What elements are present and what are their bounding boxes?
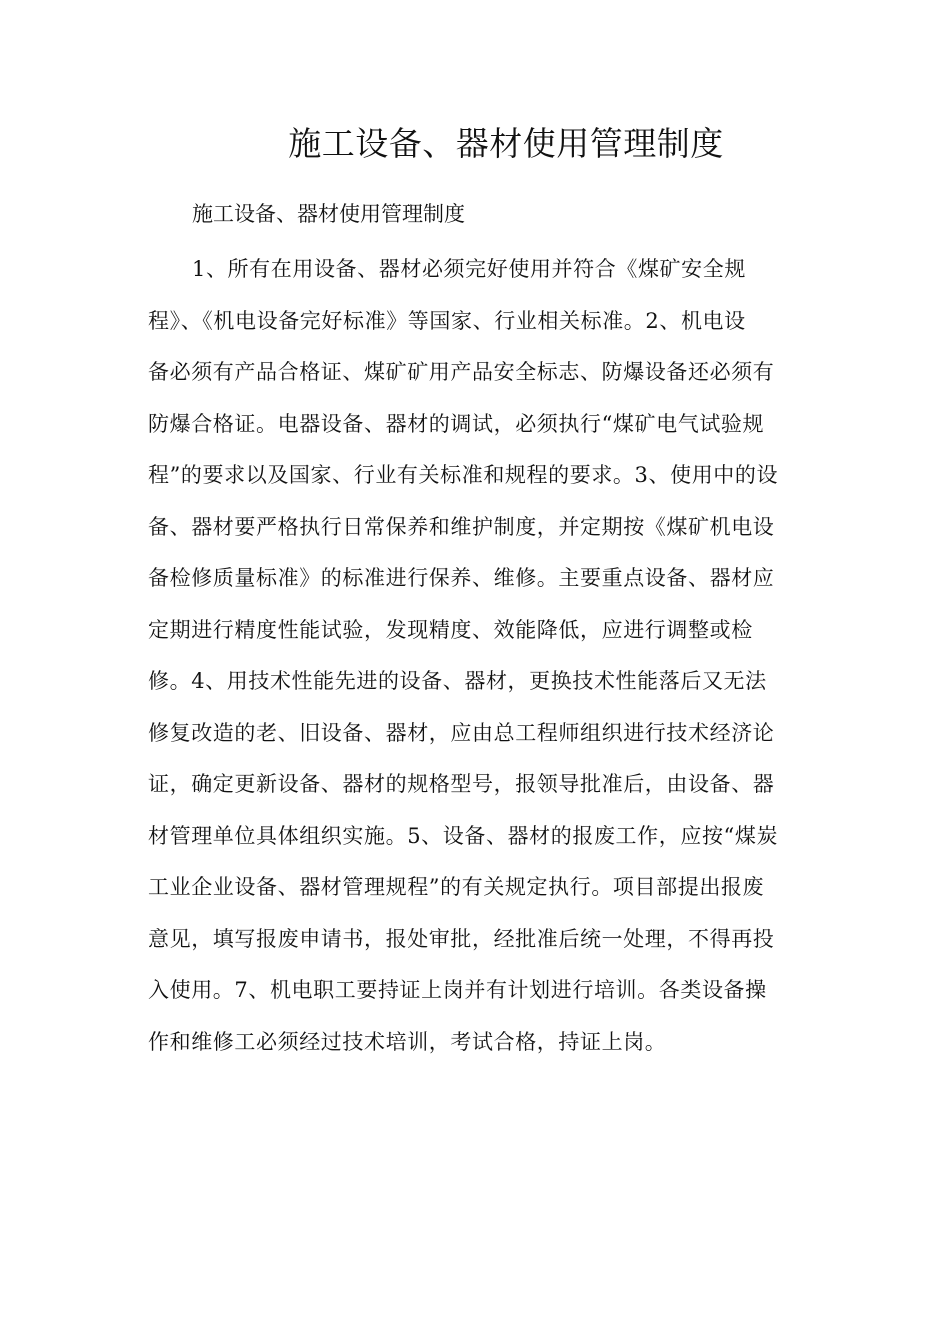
body-line: 材管理单位具体组织实施。5、设备、器材的报废工作，应按“煤炭	[148, 823, 779, 848]
body-line: 意见，填写报废申请书，报处审批，经批准后统一处理，不得再投	[148, 926, 775, 951]
body-line: 程》、《机电设备完好标准》等国家、行业相关标准。2、机电设	[148, 308, 746, 333]
body-line: 防爆合格证。电器设备、器材的调试，必须执行“煤矿电气试验规	[148, 411, 765, 436]
body-line: 备必须有产品合格证、煤矿矿用产品安全标志、防爆设备还必须有	[148, 360, 775, 384]
document-body	[148, 248, 808, 1072]
body-line: 1、所有在用设备、器材必须完好使用并符合《煤矿安全规	[192, 257, 746, 281]
body-line: 证，确定更新设备、器材的规格型号，报领导批准后，由设备、器	[148, 772, 775, 796]
body-line: 程”的要求以及国家、行业有关标准和规程的要求。3、使用中的设	[148, 463, 779, 487]
body-line: 备检修质量标准》的标准进行保养、维修。主要重点设备、器材应	[148, 566, 775, 590]
body-line: 修复改造的老、旧设备、器材，应由总工程师组织进行技术经济论	[148, 720, 775, 745]
body-line: 工业企业设备、器材管理规程”的有关规定执行。项目部提出报废	[148, 875, 765, 899]
body-line: 作和维修工必须经过技术培训，考试合格，持证上岗。	[148, 1029, 667, 1054]
document-title: 施工设备、器材使用管理制度	[288, 124, 724, 163]
document-subtitle: 施工设备、器材使用管理制度	[192, 202, 465, 226]
body-line: 入使用。7、机电职工要持证上岗并有计划进行培训。各类设备操	[148, 978, 767, 1002]
body-line: 定期进行精度性能试验，发现精度、效能降低，应进行调整或检	[148, 617, 753, 642]
body-line: 修。4、用技术性能先进的设备、器材，更换技术性能落后又无法	[148, 669, 767, 693]
body-line: 备、器材要严格执行日常保养和维护制度，并定期按《煤矿机电设	[148, 514, 775, 539]
